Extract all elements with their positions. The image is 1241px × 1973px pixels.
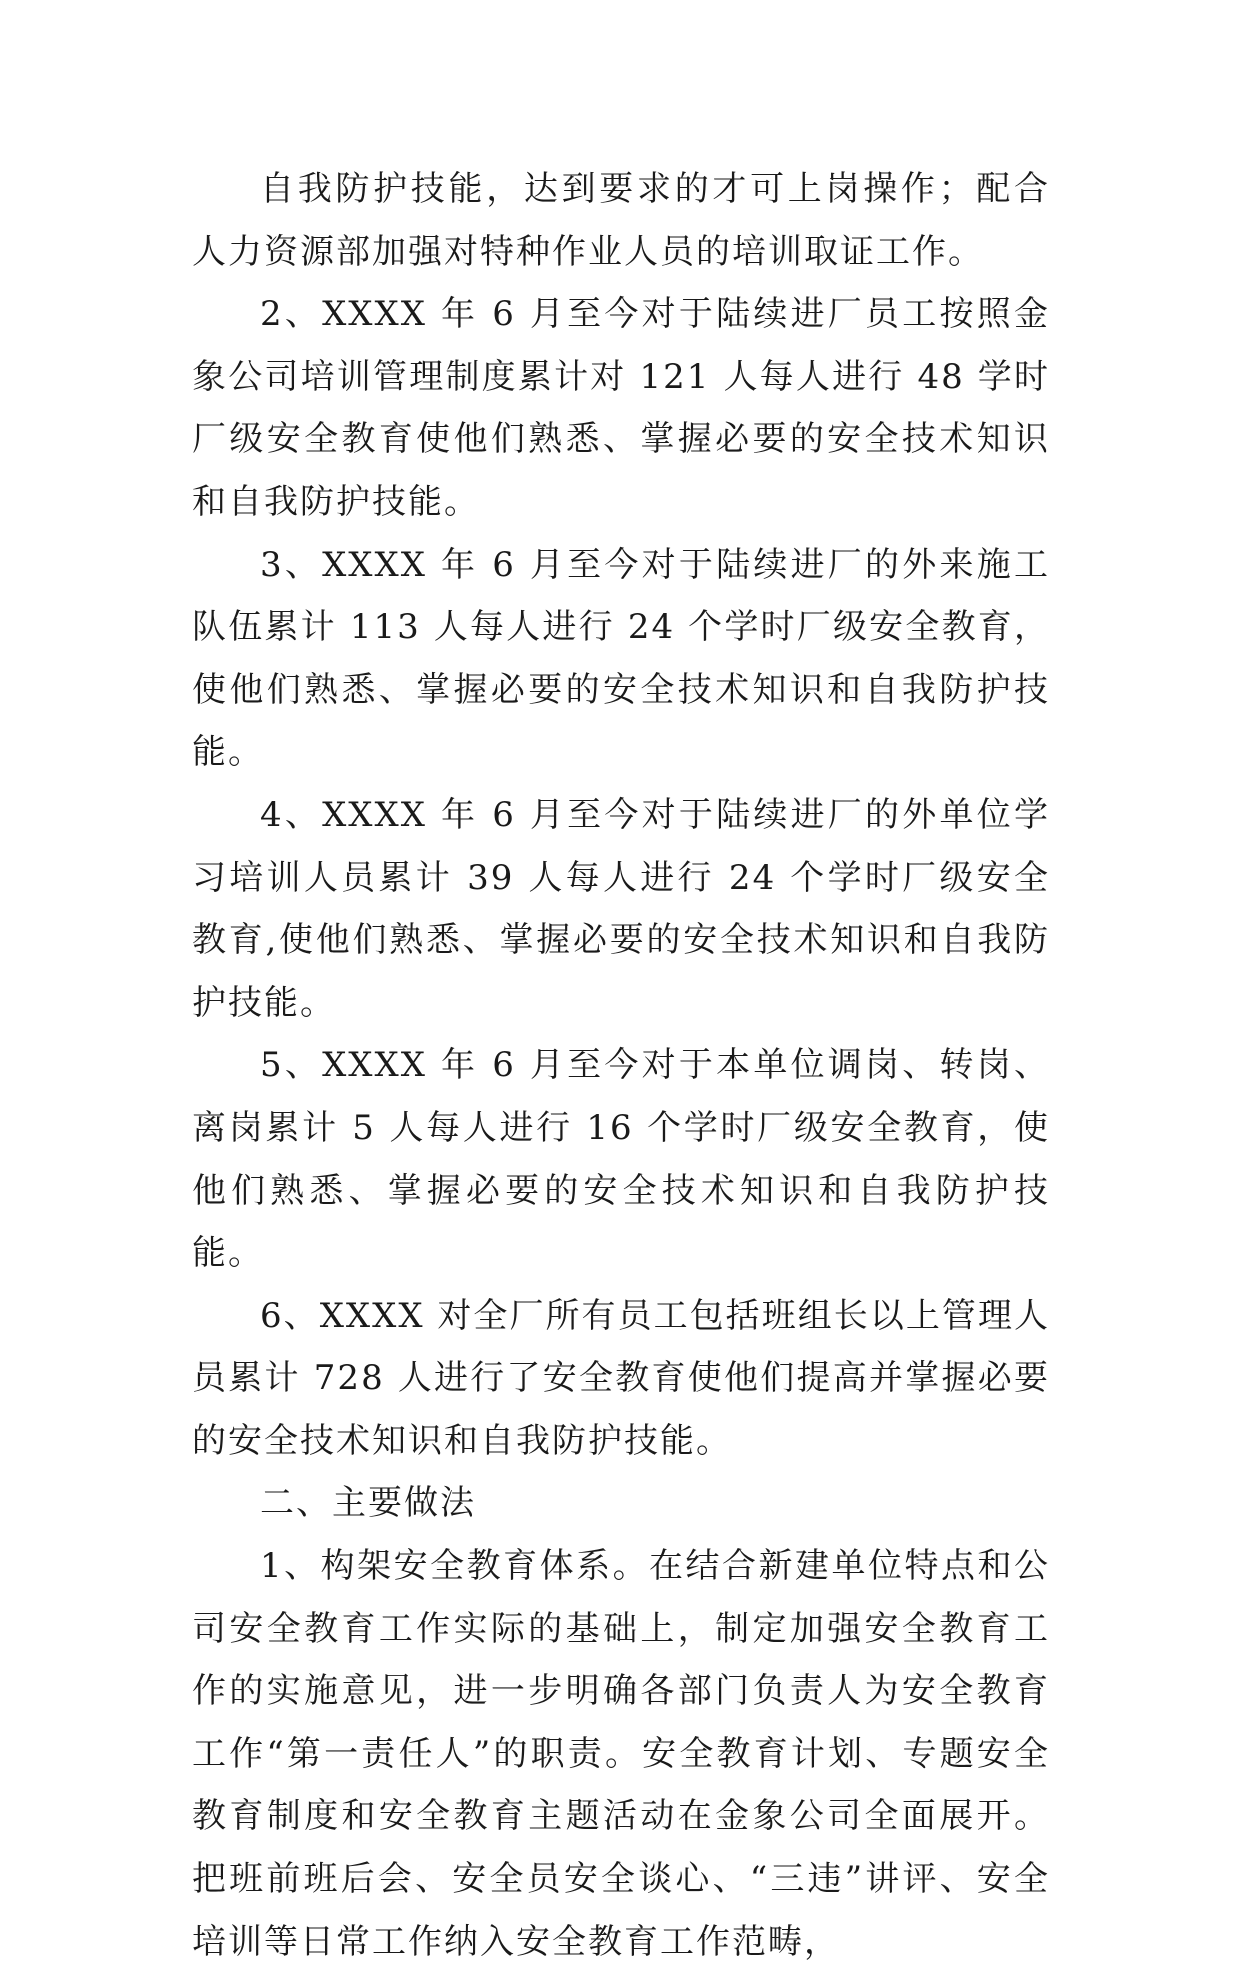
paragraph-1: 自我防护技能，达到要求的才可上岗操作；配合人力资源部加强对特种作业人员的培训取证工作。 [192, 169, 1050, 272]
section-heading: 二、主要做法 [260, 1483, 476, 1524]
paragraph-7: 1、构架安全教育体系。在结合新建单位特点和公司安全教育工作实际的基础上，制定加强安全教育工作的实施意见，进一步明确各部门负责人为安全教育工作“第一责任人”的职责。安全教育计划、专题安全教育制度和安全教育主题活动在金象公司全面展开。把班前班后会、安全员安全谈心、“三违”讲评、安全培训等日常工作纳入安全教育工作范畴， [192, 1546, 1050, 1962]
paragraph-3: 3、XXXX 年 6 月至今对于陆续进厂的外来施工队伍累计 113 人每人进行 24 个学时厂级安全教育，使他们熟悉、掌握必要的安全技术知识和自我防护技能。 [192, 544, 1050, 773]
document-body [192, 158, 1050, 1973]
paragraph-5: 5、XXXX 年 6 月至今对于本单位调岗、转岗、离岗累计 5 人每人进行 16 个学时厂级安全教育，使他们熟悉、掌握必要的安全技术知识和自我防护技能。 [192, 1045, 1050, 1274]
paragraph-4: 4、XXXX 年 6 月至今对于陆续进厂的外单位学习培训人员累计 39 人每人进行 24 个学时厂级安全教育,使他们熟悉、掌握必要的安全技术知识和自我防护技能。 [192, 794, 1050, 1023]
paragraph-2: 2、XXXX 年 6 月至今对于陆续进厂员工按照金象公司培训管理制度累计对 121 人每人进行 48 学时厂级安全教育使他们熟悉、掌握必要的安全技术知识和自我防护技能。 [192, 294, 1050, 522]
paragraph-6: 6、XXXX 对全厂所有员工包括班组长以上管理人员累计 728 人进行了安全教育使他们提高并掌握必要的安全技术知识和自我防护技能。 [192, 1295, 1050, 1461]
